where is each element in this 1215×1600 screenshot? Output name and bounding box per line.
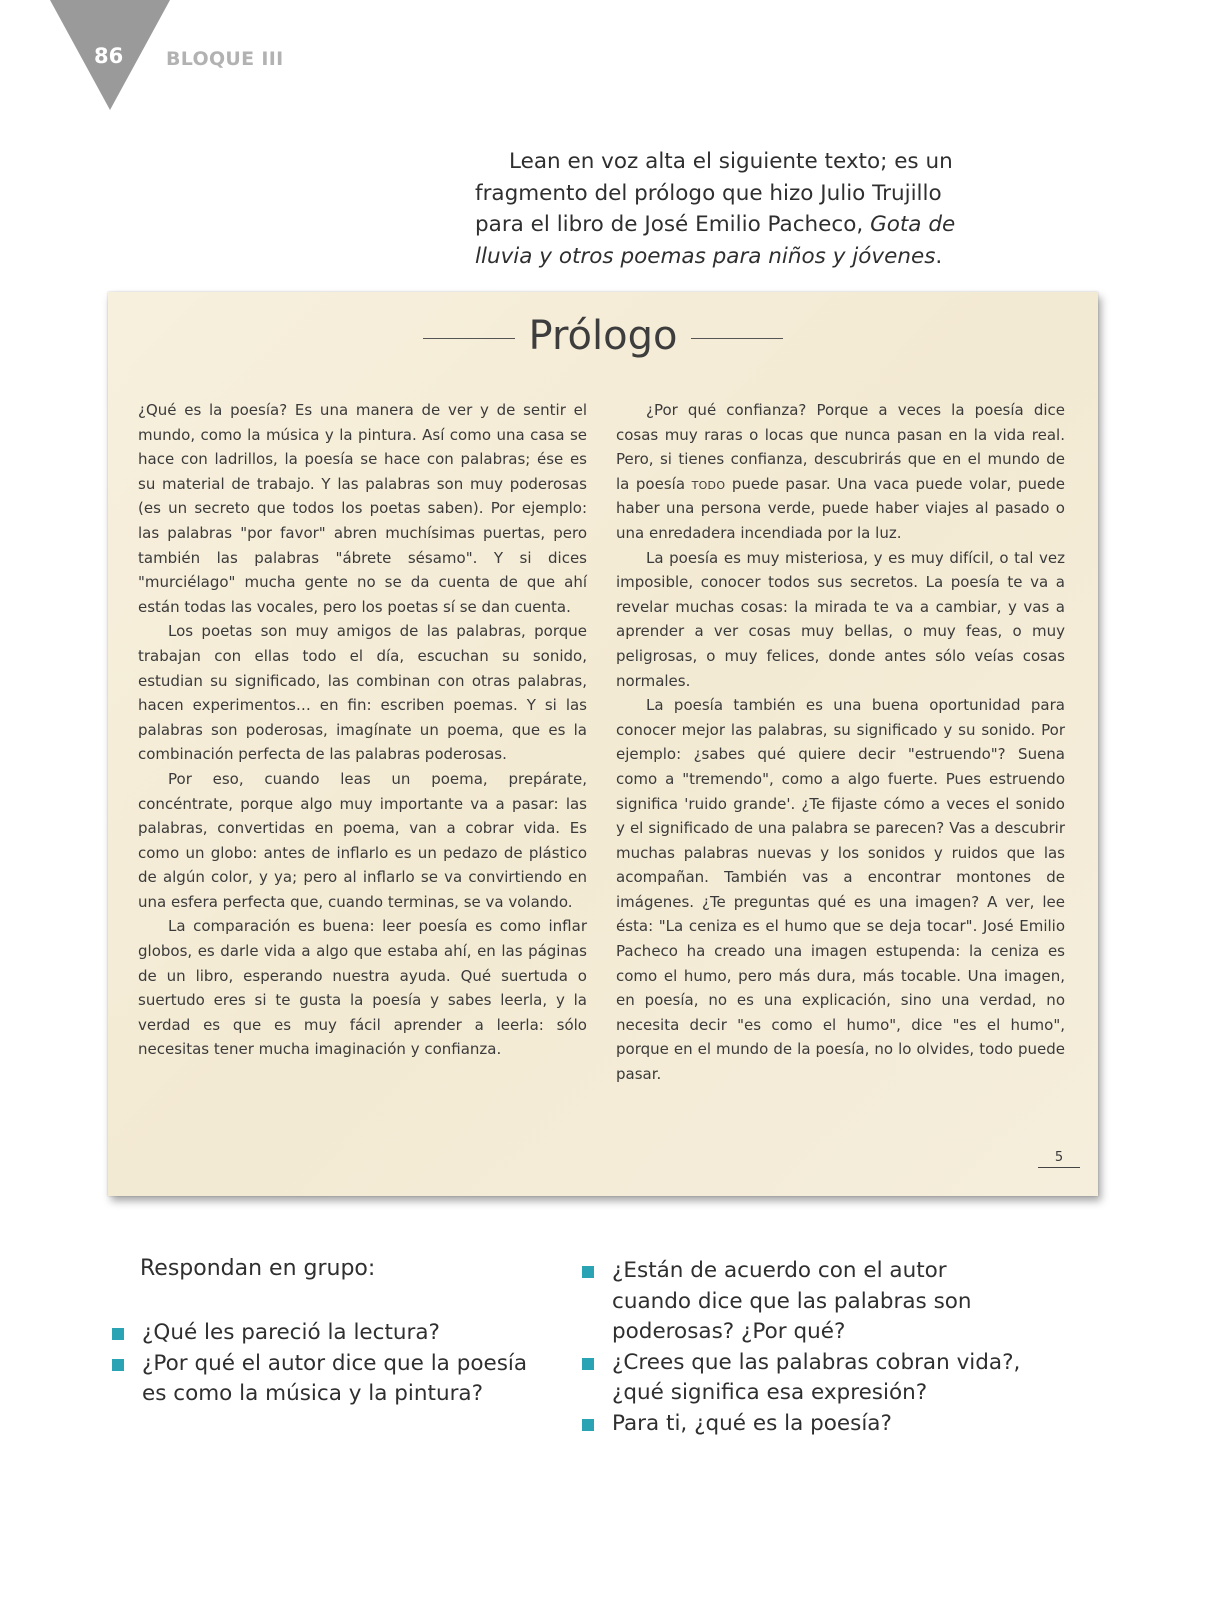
questions-right-list bbox=[582, 1256, 1022, 1439]
question-text: ¿Por qué el autor dice que la poesía es como la música y la pintura? bbox=[142, 1350, 528, 1406]
right-p1-caps: todo bbox=[691, 474, 726, 493]
prologue-right-column bbox=[616, 398, 1065, 1087]
question-text: ¿Qué les pareció la lectura? bbox=[142, 1320, 440, 1345]
right-paragraph-1 bbox=[616, 398, 1065, 546]
intro-text: Lean en voz alta el siguiente texto; es un fragmento del prólogo que hizo Julio Trujillo para el libro de José Emilio Pacheco, bbox=[475, 149, 953, 237]
square-bullet-icon bbox=[582, 1419, 594, 1431]
title-rule-right bbox=[691, 338, 783, 339]
question-text: Para ti, ¿qué es la poesía? bbox=[612, 1410, 892, 1436]
right-p1-start: ¿Por qué confianza? Porque a veces la poesía dice cosas muy raras o locas que nunca pasan en la vida real. Pero, si tienes confianza, descubrirás que en el mundo de la poesía bbox=[616, 401, 1065, 493]
questions-lead: Respondan en grupo: bbox=[140, 1256, 376, 1281]
question-item bbox=[112, 1318, 552, 1349]
right-paragraph-2: La poesía es muy misteriosa, y es muy difícil, o tal vez imposible, conocer todos sus secretos. La poesía te va a revelar muchas cosas: la mirada te va a cambiar, y vas a aprender a ver cosas muy bellas, o muy feas, o muy peligrosas, o muy felices, donde antes sólo veías cosas normales. bbox=[616, 548, 1065, 690]
square-bullet-icon bbox=[112, 1359, 124, 1371]
left-paragraph-4: La comparación es buena: leer poesía es como inflar globos, es darle vida a algo que estaba ahí, en las páginas de un libro, esperando nuestra ayuda. Qué suertuda o suertudo eres si te gusta la poesía y sabes leerla, y la verdad es que es muy fácil aprender a leerla: sólo necesitas tener mucha imaginación y confianza. bbox=[138, 917, 587, 1059]
question-item bbox=[112, 1349, 552, 1410]
prologue-left-column bbox=[138, 398, 587, 1062]
question-item bbox=[582, 1256, 1022, 1348]
prologue-card bbox=[108, 292, 1098, 1196]
right-paragraph-3: La poesía también es una buena oportunidad para conocer mejor las palabras, su significado y su sonido. Por ejemplo: ¿sabes qué quiere decir "estruendo"? Suena como a "tremendo", como a algo fuerte. Pues estruendo significa 'ruido grande'. ¿Te fijaste cómo a veces el sonido y el significado de una palabra se parecen? Vas a descubrir muchas palabras nuevas y los sonidos y ruidos que las acompañan. También vas a encontrar montones de imágenes. ¿Te preguntas qué es una imagen? A ver, lee ésta: "La ceniza es el humo que se deja tocar". José Emilio Pacheco ha creado una imagen estupenda: la ceniza es como el humo, pero más dura, más tocable. Una imagen, en poesía, no es una explicación, sino una verdad, no necesita decir "es como el humo", dice "es el humo", porque en el mundo de la poesía, no lo olvides, todo puede pasar. bbox=[616, 696, 1065, 1084]
questions-left-list bbox=[112, 1318, 552, 1410]
square-bullet-icon bbox=[112, 1328, 124, 1340]
title-row bbox=[108, 310, 1098, 362]
question-text: ¿Crees que las palabras cobran vida?, ¿qué significa esa expresión? bbox=[612, 1349, 1021, 1405]
question-text: ¿Están de acuerdo con el autor cuando dice que las palabras son poderosas? ¿Por qué? bbox=[612, 1258, 972, 1344]
left-paragraph-1: ¿Qué es la poesía? Es una manera de ver y de sentir el mundo, como la música y la pintura. Así como una casa se hace con ladrillos, la poesía se hace con palabras; ése es su material de trabajo. Y las palabras son muy poderosas (es un secreto que todos los poetas saben). Por ejemplo: las palabras "por favor" abren muchísimas puertas, pero también las palabras "ábrete sésamo". Y si dices "murciélago" mucha gente no se da cuenta de que ahí están todas las vocales, pero los poetas sí se dan cuenta. bbox=[138, 401, 587, 616]
left-paragraph-3: Por eso, cuando leas un poema, prepárate, concéntrate, porque algo muy importante va a pasar: las palabras, convertidas en poema, van a cobrar vida. Es como un globo: antes de inflarlo es un pedazo de plástico de algún color, y ya; pero al inflarlo se va convirtiendo en una esfera perfecta que, cuando terminas, se va volando. bbox=[138, 769, 587, 911]
left-paragraph-2: Los poetas son muy amigos de las palabras, porque trabajan con ellas todo el día, escuchan su sonido, estudian su significado, las combinan con otras palabras, hacen experimentos… en fin: escriben poemas. Y si las palabras son poderosas, imagínate un poema, que es la combinación perfecta de las palabras poderosas. bbox=[138, 622, 587, 764]
intro-paragraph bbox=[475, 146, 975, 272]
title-rule-left bbox=[423, 338, 515, 339]
intro-end: . bbox=[935, 243, 943, 269]
square-bullet-icon bbox=[582, 1266, 594, 1278]
prologue-folio: 5 bbox=[1038, 1150, 1080, 1168]
question-item bbox=[582, 1348, 1022, 1409]
page-number: 86 bbox=[94, 44, 124, 68]
square-bullet-icon bbox=[582, 1358, 594, 1370]
question-item bbox=[582, 1409, 1022, 1440]
right-p1-end: puede pasar. Una vaca puede volar, puede haber una persona verde, puede haber viajes al pasado o una enredadera incendiada por la luz. bbox=[616, 474, 1065, 542]
intro-book-title: Gota de lluvia y otros poemas para niños y jóvenes bbox=[475, 212, 956, 269]
prologue-title: Prólogo bbox=[528, 313, 678, 359]
section-label: BLOQUE III bbox=[166, 48, 284, 70]
